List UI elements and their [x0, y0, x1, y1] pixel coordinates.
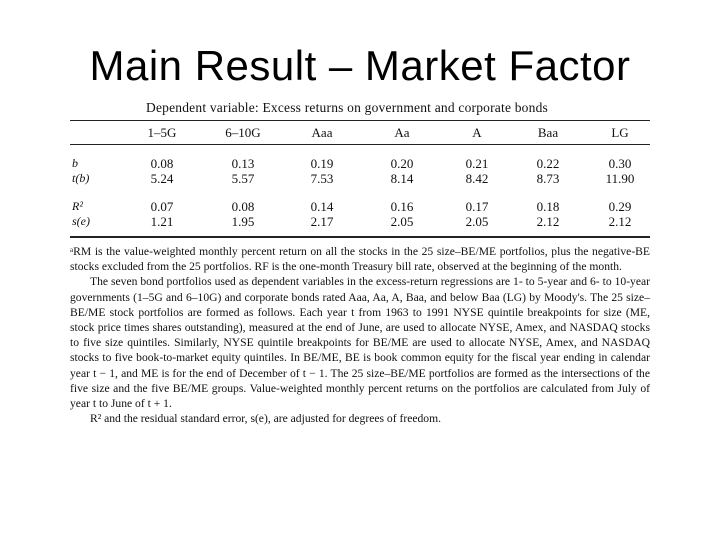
row-label-tb: t(b): [72, 171, 90, 185]
column-header-lg: LG: [611, 125, 629, 140]
table-cell: 7.53: [310, 171, 334, 186]
table-cell: 5.57: [231, 171, 255, 186]
table-notes: [70, 244, 650, 426]
row-label-b: b: [72, 156, 78, 170]
note-paragraph: ᵃRM is the value-weighted monthly percent return on all the stocks in the 25 size–BE/ME portfolios, plus the negative-BE stocks excluded from the 25 portfolios. RF is the one-month Treasury bill rate, observed at the beginning of the month.: [70, 245, 650, 274]
scanned-table-figure: [70, 100, 650, 472]
table-cell: 0.14: [310, 199, 334, 214]
table-cell: 0.17: [465, 199, 489, 214]
table-cell: 0.18: [536, 199, 560, 214]
slide-title: Main Result – Market Factor: [89, 42, 631, 89]
table-cell: 1.95: [231, 214, 255, 229]
note-paragraph: R² and the residual standard error, s(e), are adjusted for degrees of freedom.: [90, 412, 441, 426]
table-cell: 0.30: [608, 156, 632, 171]
table-rule-header: [70, 144, 650, 145]
table-rule-top: [70, 120, 650, 121]
table-cell: 2.05: [465, 214, 489, 229]
table-cell: 8.42: [465, 171, 489, 186]
table-cell: 0.07: [150, 199, 174, 214]
note-paragraph: The seven bond portfolios used as dependent variables in the excess-return regressions are 1- to 5-year and 6- to 10-year governments (1–5G and 6–10G) and corporate bonds rated Aaa, Aa, A, Baa, and below Baa (LG) by Moody's. The 25 size–BE/ME stock portfolios are formed as follows. Each year t from 1963 to 1991 NYSE quintile breakpoints for size (ME, stock price times shares outstanding), measured at the end of June, are used to allocate NYSE, Amex, and NASDAQ stocks to five size quintiles. Similarly, NYSE quintile breakpoints for BE/ME are used to allocate NYSE, Amex, and NASDAQ stocks to five book-to-market equity quintiles. In BE/ME, BE is book common equity for the fiscal year ending in calendar year t − 1, and ME is for the end of December of t − 1. The 25 size–BE/ME portfolios are formed as the intersections of the five size and the five BE/ME groups. Value-weighted monthly percent returns on the portfolios are calculated from July of year t to June of t + 1.: [70, 275, 650, 411]
table-cell: 11.90: [605, 171, 635, 186]
table-rule-bottom: [70, 236, 650, 238]
table-caption: Dependent variable: Excess returns on government and corporate bonds: [146, 100, 548, 115]
row-label-se: s(e): [72, 214, 90, 228]
table-cell: 2.17: [310, 214, 334, 229]
table-cell: 0.16: [390, 199, 414, 214]
table-cell: 5.24: [150, 171, 174, 186]
table-cell: 0.29: [608, 199, 632, 214]
table-cell: 8.14: [390, 171, 414, 186]
table-cell: 0.20: [390, 156, 414, 171]
column-header-6-10g: 6–10G: [225, 125, 261, 140]
column-header-baa: Baa: [537, 125, 559, 140]
row-label-r2: R²: [72, 199, 83, 213]
column-header-a: A: [472, 125, 482, 140]
table-cell: 0.21: [465, 156, 489, 171]
table-cell: 1.21: [150, 214, 174, 229]
table-cell: 0.08: [150, 156, 174, 171]
table-cell: 2.12: [536, 214, 560, 229]
column-header-aaa: Aaa: [311, 125, 333, 140]
table-cell: 2.05: [390, 214, 414, 229]
table-cell: 0.22: [536, 156, 560, 171]
table-cell: 0.08: [231, 199, 255, 214]
table-cell: 0.19: [310, 156, 334, 171]
table-cell: 2.12: [608, 214, 632, 229]
table-cell: 0.13: [231, 156, 255, 171]
column-header-1-5g: 1–5G: [147, 125, 177, 140]
table-cell: 8.73: [536, 171, 560, 186]
column-header-aa: Aa: [394, 125, 410, 140]
